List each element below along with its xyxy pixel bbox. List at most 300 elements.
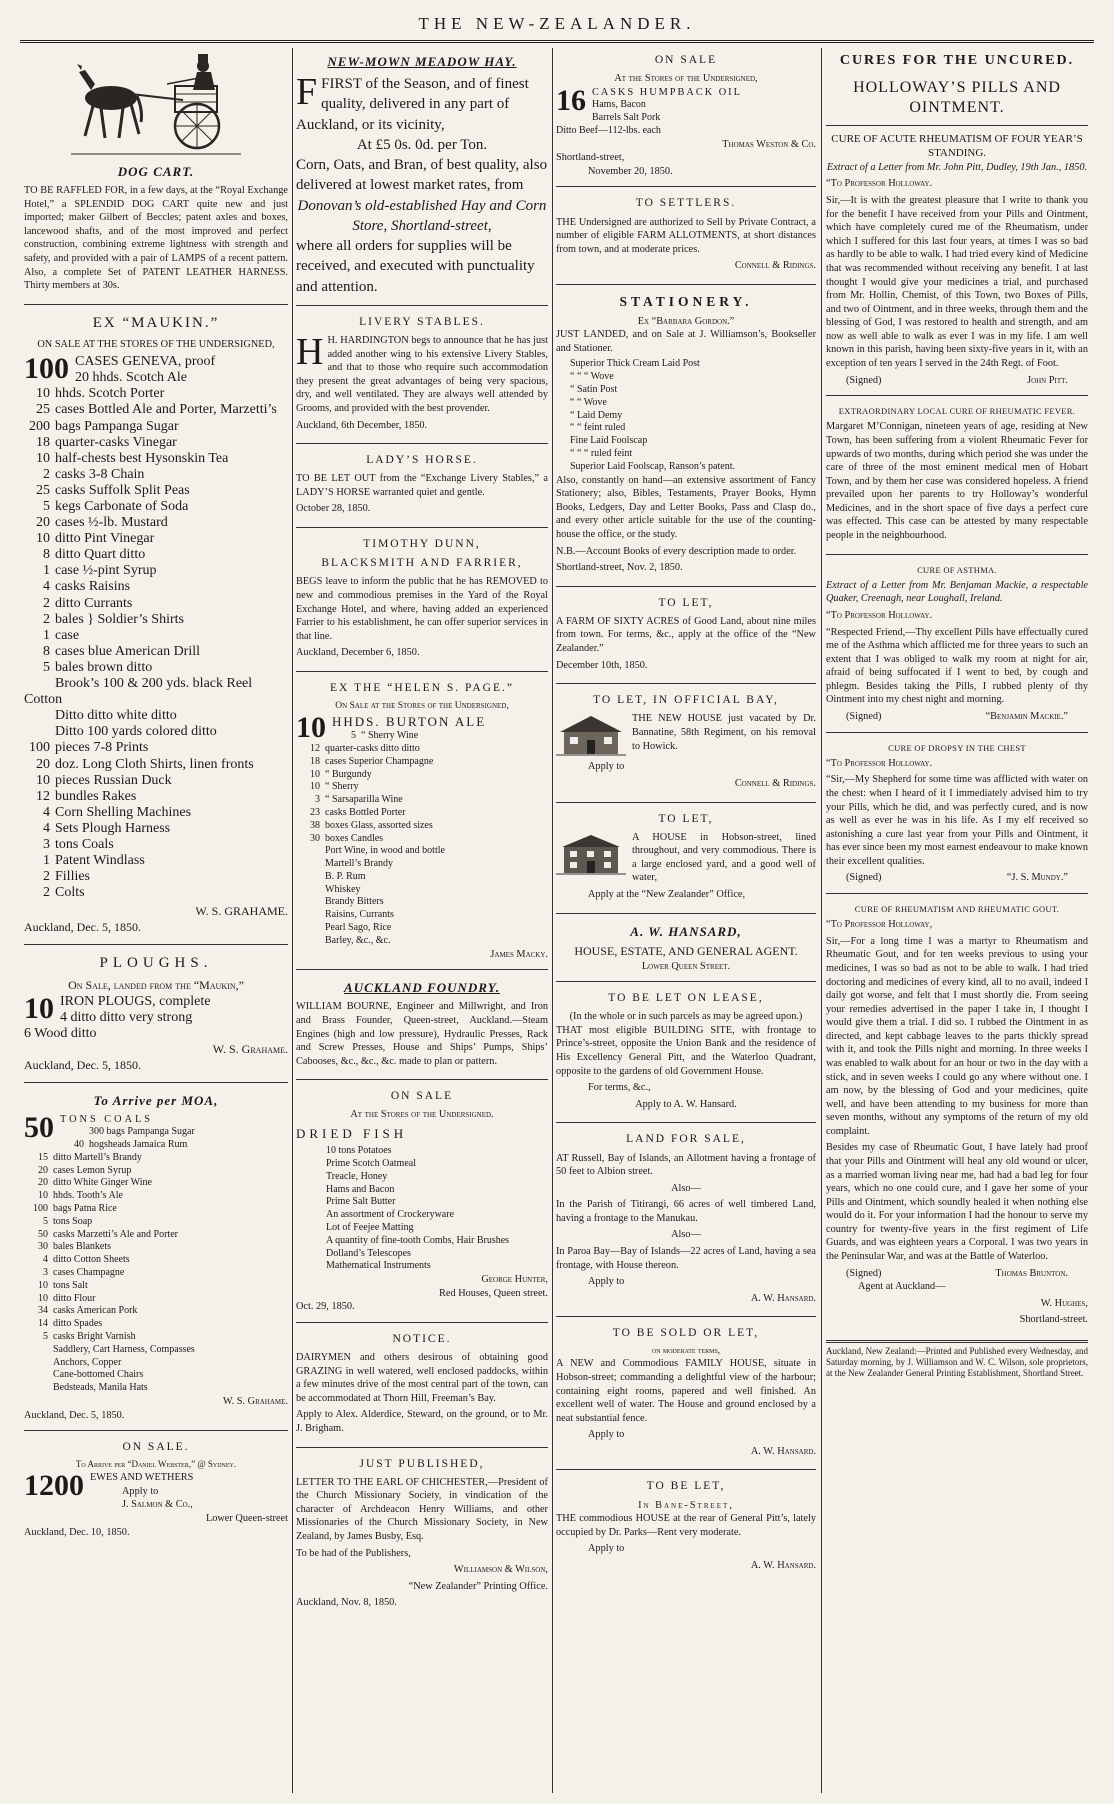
ploughs-line: 4 ditto ditto very strong [60,1009,193,1025]
testimonial-heading: CURE OF ACUTE RHEUMATISM OF FOUR YEAR’S STANDING. [831,132,1083,160]
land-title: LAND FOR SALE, [626,1133,746,1146]
livery-ad [296,310,548,439]
published-had: To be had of the Publishers, [296,1547,411,1559]
item-text: cases Champagne [53,1267,125,1279]
item-text: B. P. Rum [325,870,366,882]
sheep-number: 1200 [24,1469,84,1503]
item-quantity: 38 [310,819,320,831]
ladys-date: October 28, 1850. [296,503,371,515]
hay-ad [296,48,548,301]
item-quantity: 10 [38,1190,48,1202]
stationery-also: Also, constantly on hand—an extensive assortment of Fancy Stationery; also, Bibles, Testaments, Prayer Books, Hymn Books, Ledgers, Day and Letter Books, Pass and Clasp do., and every other article suitable for the use of the counting-house the office, or the study. [556,474,816,540]
list-item [24,789,288,805]
sheep-agent: J. Salmon & Co., [122,1499,193,1511]
signer-name: John Pitt. [1027,374,1068,386]
item-text: casks Bright Varnish [53,1331,136,1343]
item-quantity: 18 [36,434,50,450]
divider [556,1316,816,1317]
maukin-date: Auckland, Dec. 5, 1850. [24,920,141,935]
divider [556,1469,816,1470]
divider [296,1079,548,1080]
dunn-title: TIMOTHY DUNN, [363,538,481,551]
oil-ad [556,48,816,182]
divider [24,1082,288,1083]
fish-title: ON SALE [390,1090,454,1103]
moa-date: Auckland, Dec. 5, 1850. [24,1409,125,1421]
item-quantity: 4 [43,804,50,820]
list-item [24,1241,288,1254]
item-text: 300 bags Pampanga Sugar [89,1126,195,1138]
item-quantity: 1 [43,627,50,643]
list-item [24,1139,288,1152]
item-text: bags Pampanga Sugar [55,418,179,434]
list-item: Treacle, Honey [326,1170,388,1182]
notice-ad [296,1327,548,1443]
list-item: “ Satin Post [570,384,618,396]
list-item [296,833,548,846]
moa-ad [24,1087,288,1427]
list-item [24,821,288,837]
bane-subtitle: In Bane-Street, [638,1499,734,1511]
item-text: quarter-casks ditto ditto [325,742,420,754]
divider [556,802,816,803]
list-item: Barrels Salt Pork [592,112,661,124]
item-quantity: 5 [351,730,356,742]
divider [826,732,1088,733]
farm-ad [556,591,816,679]
testimonial-signature [826,710,1088,724]
ploughs-intro: On Sale, landed from the “Maukin,” [68,977,244,992]
hobson-body: A HOUSE in Hobson-street, lined throughout, and very commodious. There is a large enclosed yard, and a good well of water, [632,831,816,884]
list-item [24,547,288,563]
list-item [24,563,288,579]
hay-orders: where all orders for supplies will be received, and executed with punctuality and attention. [296,238,535,295]
item-text: Ditto 100 yards colored ditto [55,724,217,740]
list-item [24,660,288,676]
oil-subtitle: At the Stores of the Undersigned, [614,73,758,85]
divider [826,554,1088,555]
stationery-list [556,358,816,473]
fish-lead: DRIED FISH [296,1126,408,1142]
masthead: THE NEW-ZEALANDER. [418,14,696,33]
item-quantity: 10 [36,450,50,466]
list-item: An assortment of Crockeryware [326,1209,455,1221]
ladys-horse-ad [296,448,548,523]
notice-title: NOTICE. [392,1332,452,1345]
moa-number: 50 [24,1110,54,1144]
page-subtitle: On Sale at the Stores of the Undersigned, [335,701,509,712]
item-text: cases Bottled Ale and Porter, Marzetti’s [55,402,277,418]
signer-name: “Benjamin Mackie.” [985,710,1068,722]
testimonial-heading: EXTRAORDINARY LOCAL CURE OF RHEUMATIC FEVER. [838,406,1076,417]
agent-street: Shortland-street. [1019,1314,1088,1326]
hobson-title: TO LET, [658,812,714,825]
item-quantity: 10 [310,781,320,793]
item-text: Ditto ditto white ditto [55,708,177,724]
hay-first: FFIRST of the Season, and of finest quality, delivered in any part of Auckland, or its vicinity, [296,71,529,133]
divider [556,913,816,914]
item-text: Colts [55,885,85,901]
page-signer: James Macky. [490,948,548,960]
item-quantity: 5 [43,1215,48,1227]
list-item: “ “ “ Wove [570,371,614,383]
sheep-apply: Apply to [122,1485,159,1497]
testimonial [826,130,1088,391]
list-item [24,1280,288,1293]
item-text: tons Coals [55,836,114,852]
livery-title: LIVERY STABLES. [359,315,485,328]
divider [296,305,548,306]
list-item [296,896,548,909]
hay-corn: Corn, Oats, and Bran, of best quality, also delivered at lowest market rates, from [296,157,548,194]
list-item [24,740,288,756]
list-item: “ “ feint ruled [570,422,626,434]
item-text: ditto Spades [53,1318,103,1330]
agent-label: Agent at Auckland— [858,1281,946,1293]
list-item [296,781,548,794]
soldlet-apply: Apply to [588,1429,625,1441]
divider [826,125,1088,126]
testimonial-addressee: “To Professor Holloway. [826,757,933,769]
column-divider [552,48,553,1793]
land-signer: A. W. Hansard. [750,1292,816,1304]
item-text: cases Lemon Syrup [53,1164,132,1176]
item-text: Brandy Bitters [325,896,384,908]
item-quantity: 2 [43,611,50,627]
list-item: A quantity of fine-tooth Combs, Hair Brushes [326,1234,510,1246]
fish-date: Oct. 29, 1850. [296,1301,355,1313]
soldlet-subtitle: on moderate terms, [651,1345,721,1356]
land-parcel: In the Parish of Titirangi, 66 acres of well timbered Land, having a frontage to the Manukau. [556,1199,816,1224]
item-text: ditto White Ginger Wine [53,1177,152,1189]
dog-cart-title: DOG CART. [117,164,195,179]
divider [556,1122,816,1123]
item-text: hhds. Scotch Porter [55,386,165,402]
list-item: Superior Thick Cream Laid Post [570,358,700,370]
list-item [296,871,548,884]
item-quantity: 25 [36,402,50,418]
item-text: hogsheads Jamaica Rum [89,1139,188,1151]
testimonial-extract: Extract of a Letter from Mr. Benjaman Mackie, a respectable Quaker, Creenagh, near Loughall, Ireland. [826,579,1088,605]
list-item [296,794,548,807]
hansard-title: A. W. HANSARD, [630,923,742,939]
hay-first-text: FIRST of the Season, and of finest quality, delivered in any part of Auckland, or its vicinity, [296,76,529,133]
testimonial-signature [826,871,1088,885]
list-item [296,845,548,858]
column-divider [292,48,293,1793]
list-item [24,419,288,435]
stationery-date: Shortland-street, Nov. 2, 1850. [556,562,683,574]
item-text: cases ½-lb. Mustard [55,515,168,531]
list-item [24,1190,288,1203]
item-text: ditto Pint Vinegar [55,531,155,547]
list-item: “ “ “ ruled feint [570,448,633,460]
moa-title: To Arrive per MOA, [93,1092,219,1108]
list-item [24,1293,288,1306]
testimonial [826,898,1088,1334]
list-item: Mathematical Instruments [326,1260,431,1272]
settlers-signer: Connell & Ridings. [734,260,816,272]
item-quantity: 5 [43,499,50,514]
item-quantity: 20 [38,1164,48,1176]
list-item [24,708,288,724]
list-item [24,531,288,547]
list-item [24,1382,288,1395]
list-item [24,644,288,660]
item-quantity: 5 [43,1331,48,1343]
divider [826,893,1088,894]
dog-cart-illustration [71,50,241,158]
item-text: kegs Carbonate of Soda [55,499,189,514]
item-quantity: 10 [36,531,50,547]
list-item [24,1267,288,1280]
column-1 [24,48,288,1793]
item-text: boxes Glass, assorted sizes [325,819,433,831]
testimonial-body: Sir,—It is with the greatest pleasure that I write to thank you for the benefit I have received from your Pills and Ointment, which have completely cured me of the Rheumatism, under which I suffered for this last four years, at times I was so bad as hardly to be able to walk. I had tried every kind of Medicine that was recommended without receiving any benefit. I at last thought I would give your medicines a trial, and purchased from Mr. Hollin, Chemist, of this Town, two Boxes of Pills, and two of Ointment, and in three weeks, through them and the blessing of God, I was restored to health and strength, and am now as well able to walk as ever I was in my life. I am well known in this parish, having been sixty-five years in it, with an exception of ten years I served in the 24th Regt. of Foot. [826,195,1088,369]
bane-street-ad [556,1474,816,1579]
testimonial-addressee: “To Professor Holloway, [826,919,933,931]
item-quantity: 8 [43,643,50,659]
item-text: casks Marzetti’s Ale and Porter [53,1228,178,1240]
item-quantity: 20 [38,1177,48,1189]
published-date: Auckland, Nov. 8, 1850. [296,1597,397,1609]
bane-apply: Apply to [588,1543,625,1555]
foundry-title: AUCKLAND FOUNDRY. [344,980,500,996]
divider [556,586,816,587]
item-text: ditto Cotton Sheets [53,1254,130,1266]
ploughs-number: 10 [24,991,54,1025]
testimonial [826,400,1088,549]
divider [24,944,288,945]
item-quantity: 10 [38,1279,48,1291]
lease-apply: Apply to A. W. Hansard. [635,1098,737,1110]
settlers-ad [556,191,816,279]
officialbay-signer: Connell & Ridings. [734,777,816,789]
list-item [24,451,288,467]
item-text: casks Raisins [55,579,131,595]
stationery-ad [556,289,816,582]
list-item [296,743,548,756]
item-text: “ Sherry Wine [361,730,419,742]
item-text: ditto Flour [53,1292,96,1304]
moa-list [24,1126,288,1395]
item-text: Saddlery, Cart Harness, Compasses [53,1343,195,1355]
item-text: cases Superior Champagne [325,755,434,767]
list-item [24,467,288,483]
farm-title: TO LET, [658,596,714,609]
item-text: Anchors, Copper [53,1356,122,1368]
testimonial-body: Besides my case of Rheumatic Gout, I have lately had proof that your Pills and Ointment will heal any old wound or ulcer, as a married woman living near me, had had a bad leg for four years, which no one could cure, and I gave her some of your Pills and Ointment, which soundly healed it when nothing else would do it. For your information I had the honour to serve my country for twenty-five years in the first regiment of Life Guards, and was eighteen years a Corporal. I was two years in the Peninsular War, and was at the Battle of Waterloo. [826,1142,1088,1263]
list-item [24,628,288,644]
item-quantity: 1 [43,563,50,579]
list-item [24,773,288,789]
item-text: Sets Plough Harness [55,820,171,836]
list-item [24,1203,288,1216]
item-text: Raisins, Currants [325,909,394,921]
item-text: Patent Windlass [55,853,145,869]
ploughs-line: 6 Wood ditto [24,1025,97,1041]
item-text: “ Sherry [325,781,359,793]
lead-number: 100 [24,352,69,386]
ladys-body: TO BE LET OUT from the “Exchange Livery Stables,” a LADY’S HORSE warranted quiet and gentle. [296,473,548,498]
list-item [24,435,288,451]
item-text: Corn Shelling Machines [55,804,192,820]
testimonial-extract: Extract of a Letter from Mr. John Pitt, Dudley, 19th Jan., 1850. [826,161,1088,173]
list-item [24,1369,288,1382]
item-quantity: 14 [38,1318,48,1330]
second-line: 20 hhds. Scotch Ale [75,370,187,386]
fish-signer: George Hunter, [481,1274,548,1286]
published-office: “New Zealander” Printing Office. [408,1580,548,1592]
list-item [296,769,548,782]
signed-label: (Signed) [846,872,882,884]
item-quantity: 8 [43,547,50,563]
item-quantity: 2 [43,466,50,482]
item-text: ditto Quart ditto [55,547,146,563]
list-item [296,909,548,922]
list-item [296,884,548,897]
item-text: pieces Russian Duck [55,772,172,788]
list-item [24,596,288,612]
list-item [24,1305,288,1318]
official-bay-ad [556,688,816,797]
item-text: bales brown ditto [55,659,153,675]
hobson-apply: Apply at the “New Zealander” Office, [588,889,746,900]
bane-title: TO BE LET, [646,1480,726,1493]
item-quantity: 30 [310,832,320,844]
divider [556,981,816,982]
oil-list [556,99,816,137]
item-quantity: 20 [36,756,50,772]
dunn-subtitle: BLACKSMITH AND FARRIER, [321,557,523,570]
sheep-lead [24,1471,288,1512]
divider [826,395,1088,396]
list-item [24,869,288,885]
item-text: tons Soap [53,1215,93,1227]
item-text: casks Suffolk Split Peas [55,482,190,498]
item-text: case [55,627,80,643]
item-text: tons Salt [53,1279,88,1291]
hay-price: At £5 0s. 0d. per Ton. [356,136,488,153]
column-4 [826,48,1088,1793]
list-item [24,1165,288,1178]
list-item [296,858,548,871]
hansard-body: HOUSE, ESTATE, AND GENERAL AGENT. [574,943,798,958]
testimonial-signature [826,374,1088,388]
testimonial-heading: CURE OF ASTHMA. [917,564,997,575]
ploughs-title: PLOUGHS. [99,955,213,971]
hay-title: NEW-MOWN MEADOW HAY. [327,54,517,69]
testimonial-body: “Sir,—My Shepherd for some time was afflicted with water on the chest: when I heard of it I immediately advised him to try your Pills, which he did, and was perfectly cured, and is now as well as ever he was in his life. As I my elf received so astonishing a cure last year from your Pills and Ointment, it has ever since been my most earnest endeavour to make known their excellent qualities. [826,774,1088,867]
divider [296,527,548,528]
divider [24,1430,288,1431]
sold-let-ad [556,1321,816,1465]
testimonial [826,737,1088,889]
item-text: Fillies [55,869,91,885]
list-item [24,805,288,821]
item-text: boxes Candles [325,832,384,844]
land-also: Also— [671,1229,701,1241]
dog-cart-body: TO BE RAFFLED FOR, in a few days, at the “Royal Exchange Hotel,” a SPLENDID DOG CART quite new and just imported; maker Gilbert of Beccles; patent axles and boxes, lancewood shafts, and of the most improved and perfect construction, combining extreme lightness with strength and safety, and provided with a pair of LAMPS of a recent pattern. Also, a complete Set of PATENT LEATHER HARNESS. Thirty members at 30s. [24,185,288,292]
moa-signer: W. S. Grahame. [222,1396,288,1408]
list-item: Hams, Bacon [592,99,646,111]
oil-number: 16 [556,83,586,117]
stationery-title: STATIONERY. [619,293,753,309]
item-text: pieces 7-8 Prints [55,740,149,756]
lead-text: CASES GENEVA, proof [75,354,216,370]
ploughs-signer: W. S. Grahame. [212,1041,288,1056]
item-quantity: 4 [43,820,50,836]
house-illustration [556,712,626,758]
dog-cart-ad [24,158,288,300]
list-item [24,1152,288,1165]
item-quantity: 12 [36,788,50,804]
item-text: Pearl Sago, Rice [325,922,392,934]
item-text: “ Burgundy [325,768,372,780]
soldlet-title: TO BE SOLD OR LET, [612,1327,760,1340]
list-item [24,1126,288,1139]
item-text: Bedsteads, Manila Hats [53,1382,148,1394]
page-list [296,730,548,948]
land-body: AT Russell, Bay of Islands, an Allotment having a frontage of 50 feet to Albion street. [556,1152,816,1178]
livery-body-text: H. HARDINGTON begs to announce that he has just added another wing to his extensive Livery Stables, and that to those who require such accommodation they present the great advantages of being very spacious, dry, and well ventilated. They are always well attended by Grooms, and provided with the best provender. [296,335,548,414]
column-2 [296,48,548,1793]
settlers-title: TO SETTLERS. [635,197,737,210]
list-item [24,612,288,628]
hay-store: Donovan’s old-established Hay and Corn Store, Shortland-street, [297,197,547,234]
notice-apply: Apply to Alex. Alderdice, Steward, on the ground, or to Mr. J. Brigham. [296,1409,548,1434]
list-item [24,499,288,515]
testimonial-body: Margaret M’Connigan, nineteen years of age, residing at New Town, has been suffering from a violent Rheumatic Fever for upwards of two months, during which period she was under the care of three of the most eminent medical men of Hobart Town, and by them her case was considered hopeless. A friend prevailed upon her parents to try Holloway’s wonderful Medicines, and in the short space of five days a perfect cure was effected. This case can be attested by many respectable people in the neighbourhood. [826,421,1088,541]
livery-body: H H. HARDINGTON begs to announce that he has just added another wing to his extensive Livery Stables, and that to those who require such accommodation they present the great advantages of being very spacious, dry, and well ventilated. They are always well attended by Grooms, and provided with the best provender. [296,331,548,414]
list-item [24,579,288,595]
item-text: case ½-pint Syrup [55,563,157,579]
item-quantity: 1 [43,853,50,869]
land-apply: Apply to [588,1276,625,1288]
agent-name: W. Hughes, [1040,1297,1088,1309]
item-quantity: 4 [43,1254,48,1266]
list-item [24,1177,288,1190]
item-text: ditto Martell’s Brandy [53,1151,142,1163]
sheep-ad [24,1435,288,1543]
foundry-body: WILLIAM BOURNE, Engineer and Millwright, and Iron and Brass Founder, Queen-street, Auckland.—Steam Engines (high and low pressure), Hydraulic Presses, Rack and Screw Presses, House and Ships’ Pumps, Ships’ Cabooses, &c., &c., &c. made to plan or pattern. [296,1001,548,1067]
item-text: bales } Soldier’s Shirts [55,611,184,627]
list-item [24,837,288,853]
item-text: Barley, &c., &c. [325,934,391,946]
item-text: Whiskey [325,883,361,895]
farm-body: A FARM OF SIXTY ACRES of Good Land, about nine miles from town. For terms, &c., apply at the office of the “New Zealander.” [556,615,816,655]
item-quantity: 10 [38,1292,48,1304]
testimonial [826,559,1088,728]
item-quantity: 10 [310,768,320,780]
bane-signer: A. W. Hansard. [750,1559,816,1571]
item-quantity: 15 [38,1151,48,1163]
stationery-nb: N.B.—Account Books of every description made to order. [556,545,797,557]
item-text: bundles Rakes [55,788,137,804]
list-item [296,820,548,833]
testimonial-addressee: “To Professor Holloway. [826,178,933,190]
list-item [24,402,288,418]
sheep-arrive: To Arrive per “Daniel Webster,” @ Sydney. [75,1459,237,1470]
item-text: casks American Pork [53,1305,138,1317]
divider [556,186,816,187]
holloway-title: CURES FOR THE UNCURED. [839,53,1075,68]
fish-subtitle: At the Stores of the Undersigned. [350,1109,494,1121]
item-quantity: 40 [74,1139,84,1151]
list-item: 10 tons Potatoes [326,1145,392,1157]
item-quantity: 25 [36,482,50,498]
page-title: EX THE “HELEN S. PAGE.” [330,681,514,694]
